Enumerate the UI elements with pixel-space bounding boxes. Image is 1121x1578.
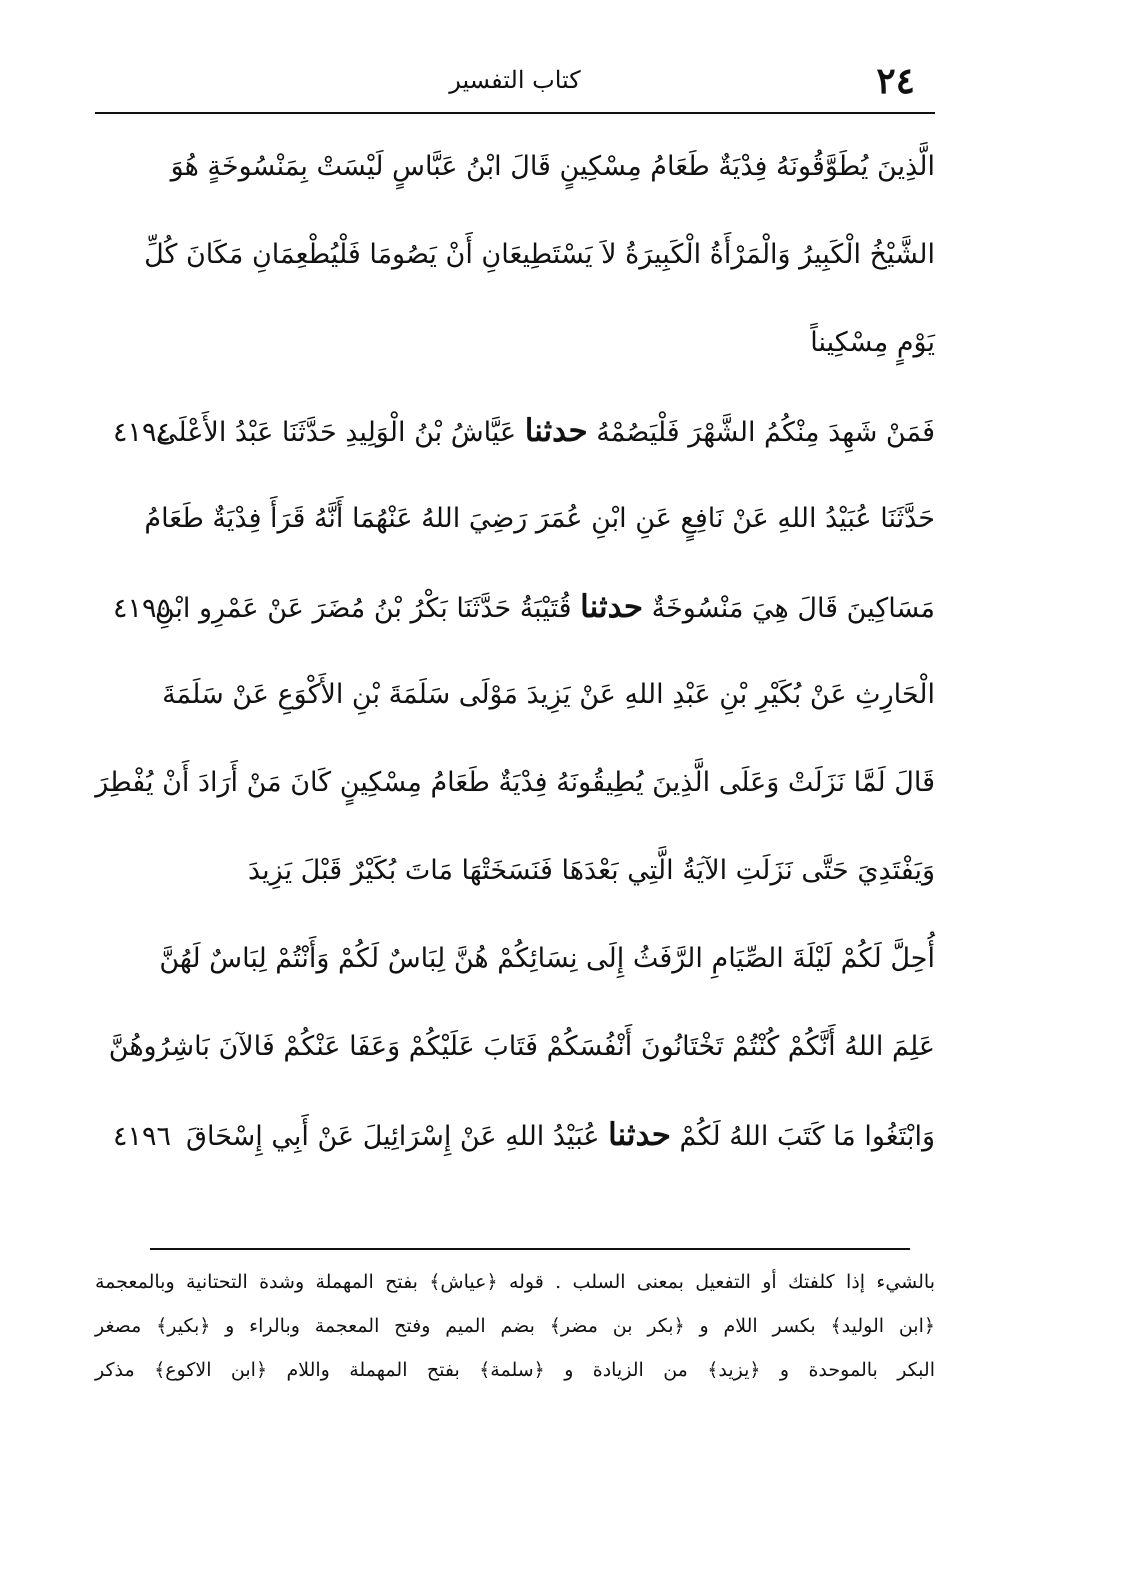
text-line xyxy=(95,658,935,738)
line-text: أُحِلَّ لَكُمْ لَيْلَةَ الصِّيَامِ الرَّفَثُ إِلَى نِسَائِكُمْ هُنَّ لِبَاسٌ لَكُمْ وَأَنْتُمْ لِبَاسٌ لَهُنَّ xyxy=(159,943,935,974)
footnote-line: بالشيء إذا كلفتك أو التفعيل بمعنى السلب . قوله ﴿عياش﴾ بفتح المهملة وشدة التحتانية وبالمعجمة xyxy=(95,1271,935,1293)
line-text: عَلِمَ اللهُ أَنَّكُمْ كُنْتُمْ تَخْتَانُونَ أَنْفُسَكُمْ فَتَابَ عَلَيْكُمْ وَعَفَا عَنْكُمْ فَالآنَ بَاشِرُوهُنَّ xyxy=(108,1031,935,1062)
text-line xyxy=(95,218,935,298)
text-segment: فَمَنْ شَهِدَ مِنْكُمُ الشَّهْرَ فَلْيَصُمْهُ xyxy=(596,417,935,448)
text-segment: قُتَيْبَةُ حَدَّثَنَا بَكْرُ بْنُ مُضَرَ عَنْ عَمْرِو ابْنِ xyxy=(154,593,572,624)
header-rule xyxy=(95,112,935,114)
text-segment: عَيَّاشُ بْنُ الْوَلِيدِ حَدَّثَنَا عَبْدُ الأَعْلَى xyxy=(155,417,517,448)
text-line xyxy=(95,834,935,914)
hadith-number: ٤١٩٦ xyxy=(113,1121,172,1152)
hadith-line xyxy=(95,394,935,474)
hadith-line xyxy=(95,1098,935,1178)
line-text xyxy=(186,1110,935,1162)
footnote-line: البكر بالموحدة و ﴿يزيد﴾ من الزيادة و ﴿سلمة﴾ بفتح المهملة واللام ﴿ابن الاكوع﴾ مذكر xyxy=(95,1359,935,1381)
page-header xyxy=(95,52,935,112)
text-line xyxy=(95,1010,935,1090)
line-text: الْحَارِثِ عَنْ بُكَيْرِ بْنِ عَبْدِ اللهِ عَنْ يَزِيدَ مَوْلَى سَلَمَةَ بْنِ الأَكْوَعِ عَنْ سَلَمَةَ xyxy=(162,679,935,710)
hadith-line xyxy=(95,570,935,650)
text-line xyxy=(95,746,935,826)
text-line xyxy=(95,306,935,386)
line-text: يَوْمٍ مِسْكِيناً xyxy=(810,327,935,358)
text-segment: مَسَاكِينَ قَالَ هِيَ مَنْسُوخَةٌ xyxy=(651,593,935,624)
running-title: كتاب التفسير xyxy=(449,66,581,94)
text-segment: عُبَيْدُ اللهِ عَنْ إِسْرَائِيلَ عَنْ أَبِي إِسْحَاقَ xyxy=(186,1121,600,1152)
line-text: الَّذِينَ يُطَوَّقُونَهُ فِدْيَةٌ طَعَامُ مِسْكِينٍ قَالَ ابْنُ عَبَّاسٍ لَيْسَتْ بِمَنْسُوخَةٍ هُوَ xyxy=(170,151,935,182)
line-text: حَدَّثَنَا عُبَيْدُ اللهِ عَنْ نَافِعٍ عَنِ ابْنِ عُمَرَ رَضِيَ اللهُ عَنْهُمَا أَنَّهُ قَرَأَ فِدْيَةٌ طَعَامُ xyxy=(144,503,935,534)
text-line xyxy=(95,130,935,210)
haddathana-word: حدثنا xyxy=(524,413,588,449)
line-text: قَالَ لَمَّا نَزَلَتْ وَعَلَى الَّذِينَ يُطِيقُونَهُ فِدْيَةٌ طَعَامُ مِسْكِينٍ كَانَ مَنْ أَرَادَ أَنْ يُفْطِرَ xyxy=(95,767,935,798)
hadith-number: ٤١٩٤ xyxy=(113,417,172,448)
line-text xyxy=(155,406,935,458)
footnote-rule xyxy=(150,1248,910,1250)
hadith-number: ٤١٩٥ xyxy=(113,593,172,624)
text-line xyxy=(95,482,935,562)
haddathana-word: حدثنا xyxy=(608,1117,671,1153)
text-line xyxy=(95,922,935,1002)
line-text xyxy=(154,582,935,634)
footnote-line: ﴿ابن الوليد﴾ بكسر اللام و ﴿بكر بن مضر﴾ بضم الميم وفتح المعجمة وبالراء و ﴿بكير﴾ مصغر xyxy=(95,1315,935,1337)
text-segment: وَابْتَغُوا مَا كَتَبَ اللهُ لَكُمْ xyxy=(679,1121,935,1152)
haddathana-word: حدثنا xyxy=(580,589,644,625)
line-text: الشَّيْخُ الْكَبِيرُ وَالْمَرْأَةُ الْكَبِيرَةُ لاَ يَسْتَطِيعَانِ أَنْ يَصُومَا فَلْيُطْعِمَانِ مَكَانَ كُلِّ xyxy=(144,239,935,270)
page-number: ٢٤ xyxy=(876,60,915,102)
line-text: وَيَفْتَدِيَ حَتَّى نَزَلَتِ الآيَةُ الَّتِي بَعْدَهَا فَنَسَخَتْهَا مَاتَ بُكَيْرٌ قَبْلَ يَزِيدَ xyxy=(248,855,935,886)
